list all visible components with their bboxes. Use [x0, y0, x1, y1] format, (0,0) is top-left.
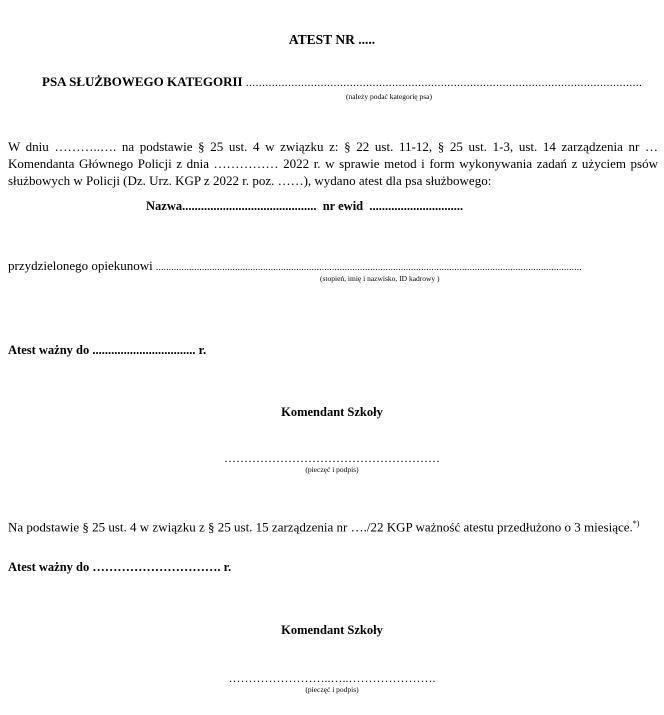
signature-hint-1: (pieczęć i podpis) — [305, 465, 359, 474]
document-title: ATEST NR ..... — [288, 32, 376, 47]
extension-text: Na podstawie § 25 ust. 4 w związku z § 25 ust. 15 zarządzenia nr …./22 KGP ważność atestu przedłużono o 3 miesiące. — [8, 519, 633, 535]
signature-dots-1: ……………………………………………… — [224, 451, 440, 465]
legal-basis-paragraph — [8, 138, 658, 189]
handler-dots: ....................................................................................................................................................................... — [156, 262, 582, 272]
validity-date-2: Atest ważny do …………………………. r. — [8, 560, 232, 574]
dog-name-label: Nazwa — [146, 199, 183, 213]
signature-dots-2: ……………………..…..…………………. — [228, 671, 436, 685]
handler-hint: (stopień, imię i nazwisko, ID kadrowy ) — [320, 274, 440, 283]
extension-footnote-mark: *) — [632, 519, 640, 528]
commander-title-1: Komendant Szkoły — [281, 405, 383, 419]
commander-title-2: Komendant Szkoły — [281, 623, 383, 637]
paragraph-line-1: W dniu ………..…. na podstawie § 25 ust. 4 w związku z: § 22 ust. 11-12, § 25 ust. 1-3, ust. 14 zarządzenia nr … — [8, 139, 658, 154]
handler-label: przydzielonego opiekunowi — [8, 258, 153, 273]
dog-identification — [146, 199, 463, 214]
dog-ewid-dots: .............................. — [369, 199, 464, 213]
category-line — [42, 74, 642, 90]
dog-name-dots: ........................................... — [182, 199, 317, 213]
paragraph-line-3: służbowych w Policji (Dz. Urz. KGP z 2022 r. poz. ……), wydano atest dla psa służbowego: — [8, 173, 492, 188]
paragraph-line-2: Komendanta Głównego Policji z dnia …………… 2022 r. w sprawie metod i form wykonywania zadań z użyciem psów — [8, 156, 658, 171]
category-hint: (należy podać kategorię psa) — [346, 92, 432, 101]
dog-ewid-label: nr ewid — [322, 199, 364, 213]
extension-note — [8, 519, 639, 535]
signature-hint-2: (pieczęć i podpis) — [305, 685, 359, 694]
category-dots: .......................................................................................................................... — [245, 77, 643, 89]
validity-date-1: Atest ważny do ................................. r. — [8, 343, 207, 357]
category-label: PSA SŁUŻBOWEGO KATEGORII — [42, 74, 243, 89]
handler-line — [8, 258, 582, 274]
